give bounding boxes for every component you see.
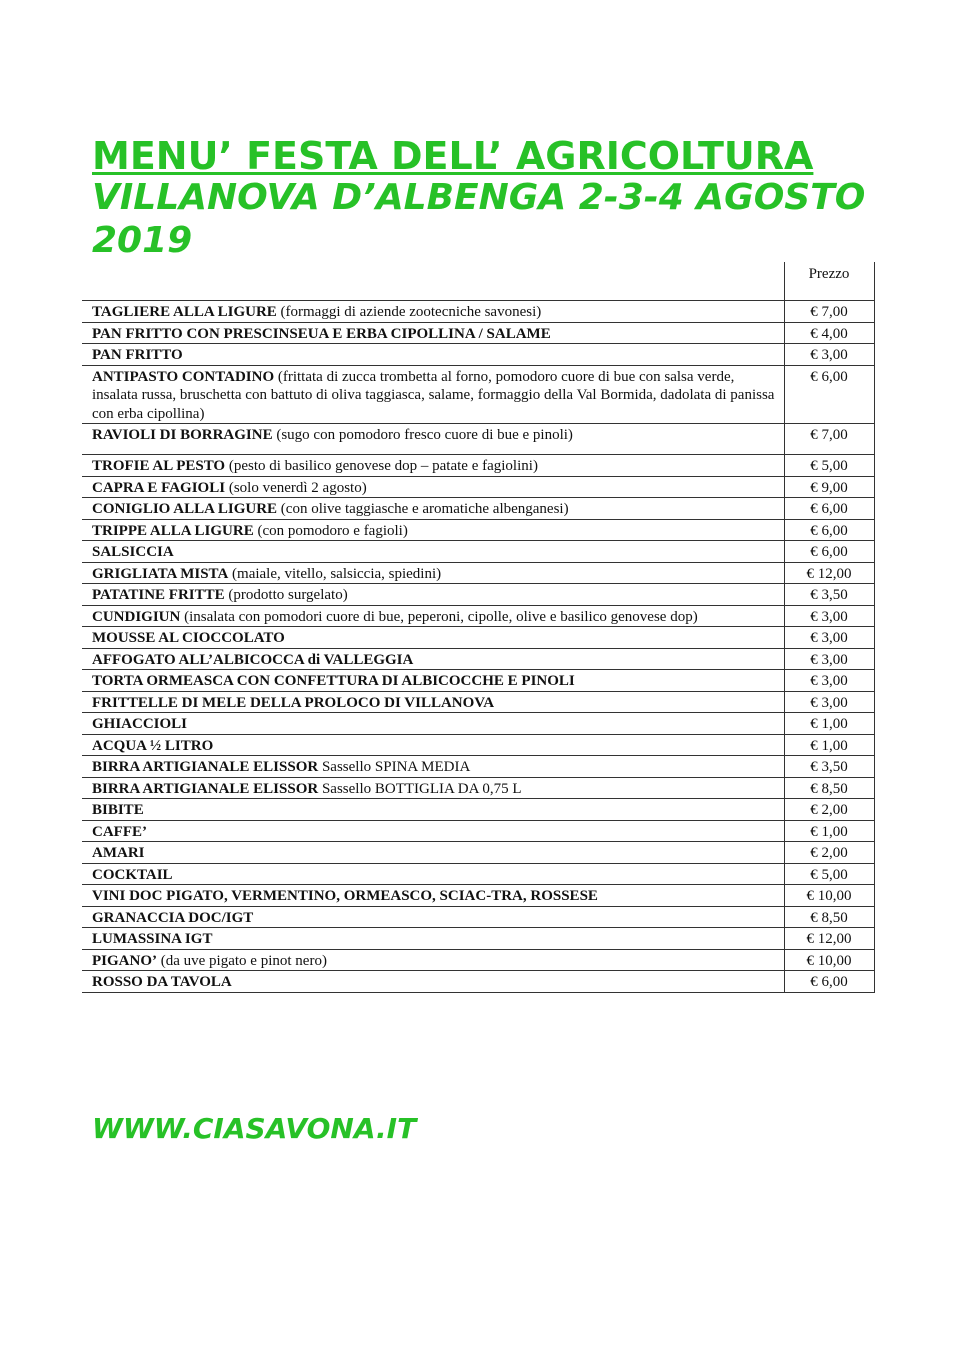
menu-item-name: MOUSSE AL CIOCCOLATO	[92, 630, 285, 646]
menu-item-price: € 3,00	[784, 344, 874, 366]
menu-item-cell	[82, 799, 784, 821]
menu-row	[82, 691, 874, 713]
menu-row	[82, 863, 874, 885]
menu-item-name: PAN FRITTO CON PRESCINSEUA E ERBA CIPOLLINA / SALAME	[92, 325, 551, 342]
menu-item-price: € 2,00	[784, 799, 874, 821]
menu-row	[82, 670, 874, 692]
menu-item-cell	[82, 498, 784, 520]
menu-item-description: (formaggi di aziende zootecniche savonesi)	[276, 304, 542, 320]
menu-item-price: € 3,00	[784, 648, 874, 670]
menu-item-price: € 9,00	[784, 476, 874, 498]
menu-item-name: LUMASSINA IGT	[92, 931, 213, 947]
menu-item-price: € 3,00	[784, 670, 874, 692]
menu-item-name: PAN FRITTO	[92, 347, 183, 363]
menu-item-cell	[82, 928, 784, 950]
menu-item-name: GRIGLIATA MISTA	[92, 565, 229, 582]
menu-row	[82, 605, 874, 627]
menu-item-cell	[82, 777, 784, 799]
header-empty-cell	[82, 262, 784, 301]
menu-row	[82, 322, 874, 344]
menu-row	[82, 301, 874, 323]
menu-item-cell	[82, 476, 784, 498]
menu-row	[82, 627, 874, 649]
menu-item-price: € 3,50	[784, 584, 874, 606]
menu-item-description: (maiale, vitello, salsiccia, spiedini)	[228, 565, 442, 582]
menu-row	[82, 842, 874, 864]
menu-row	[82, 820, 874, 842]
menu-item-price: € 10,00	[784, 885, 874, 907]
menu-item-price: € 5,00	[784, 863, 874, 885]
menu-row	[82, 713, 874, 735]
menu-item-name: CAFFE’	[92, 823, 147, 840]
menu-item-price: € 7,00	[784, 424, 874, 455]
menu-item-description: Sassello BOTTIGLIA DA 0,75 L	[318, 780, 522, 797]
menu-row	[82, 756, 874, 778]
menu-table	[82, 262, 875, 993]
menu-row	[82, 885, 874, 907]
menu-item-cell	[82, 842, 784, 864]
menu-item-price: € 10,00	[784, 949, 874, 971]
menu-item-price: € 4,00	[784, 322, 874, 344]
menu-row	[82, 928, 874, 950]
menu-item-price: € 6,00	[784, 365, 874, 424]
menu-item-name: GRANACCIA DOC/IGT	[92, 909, 254, 926]
menu-item-price: € 3,00	[784, 627, 874, 649]
menu-item-cell	[82, 820, 784, 842]
menu-item-cell	[82, 541, 784, 563]
menu-item-cell	[82, 971, 784, 993]
menu-item-name: COCKTAIL	[92, 866, 173, 883]
menu-row	[82, 498, 874, 520]
menu-item-description: (con olive taggiasche e aromatiche albenganesi)	[277, 501, 569, 517]
menu-item-name: CUNDIGIUN	[92, 608, 181, 625]
menu-item-cell	[82, 885, 784, 907]
menu-item-description: (con pomodoro e fagioli)	[253, 522, 408, 539]
menu-item-cell	[82, 301, 784, 323]
menu-item-price: € 1,00	[784, 734, 874, 756]
menu-item-cell	[82, 519, 784, 541]
menu-item-name: TRIPPE ALLA LIGURE	[92, 522, 254, 539]
menu-item-cell	[82, 949, 784, 971]
menu-row	[82, 519, 874, 541]
menu-item-price: € 12,00	[784, 928, 874, 950]
menu-item-name: RAVIOLI DI BORRAGINE	[92, 427, 273, 443]
menu-item-name: AMARI	[92, 845, 145, 861]
menu-row	[82, 455, 874, 477]
menu-item-cell	[82, 734, 784, 756]
menu-item-name: TROFIE AL PESTO	[92, 458, 226, 474]
menu-item-name: ACQUA ½ LITRO	[92, 737, 214, 754]
menu-item-cell	[82, 455, 784, 477]
menu-item-price: € 5,00	[784, 455, 874, 477]
event-subtitle: VILLANOVA D’ALBENGA 2-3-4 AGOSTO 2019	[92, 177, 866, 261]
menu-item-name: ROSSO DA TAVOLA	[92, 974, 232, 990]
price-header: Prezzo	[784, 262, 874, 301]
menu-item-price: € 3,00	[784, 691, 874, 713]
menu-row	[82, 906, 874, 928]
menu-header-row	[82, 262, 874, 301]
menu-item-name: FRITTELLE DI MELE DELLA PROLOCO DI VILLANOVA	[92, 694, 495, 711]
website-url[interactable]: WWW.CIASAVONA.IT	[92, 1112, 417, 1145]
menu-item-price: € 8,50	[784, 777, 874, 799]
menu-item-description: (insalata con pomodori cuore di bue, peperoni, cipolle, olive e basilico genovese dop)	[180, 608, 698, 625]
menu-item-cell	[82, 691, 784, 713]
menu-row	[82, 424, 874, 455]
menu-item-price: € 1,00	[784, 820, 874, 842]
menu-item-description: (da uve pigato e pinot nero)	[157, 952, 327, 969]
menu-item-description: Sassello SPINA MEDIA	[318, 759, 471, 775]
menu-item-name: CONIGLIO ALLA LIGURE	[92, 501, 278, 517]
menu-row	[82, 584, 874, 606]
menu-row	[82, 949, 874, 971]
menu-row	[82, 799, 874, 821]
menu-item-price: € 2,00	[784, 842, 874, 864]
menu-item-description: (solo venerdì 2 agosto)	[225, 479, 367, 496]
menu-item-cell	[82, 756, 784, 778]
menu-item-cell	[82, 648, 784, 670]
menu-item-name: GHIACCIOLI	[92, 716, 188, 732]
menu-row	[82, 344, 874, 366]
menu-item-price: € 6,00	[784, 541, 874, 563]
menu-item-cell	[82, 713, 784, 735]
menu-item-name: PATATINE FRITTE	[92, 587, 225, 603]
menu-item-cell	[82, 863, 784, 885]
menu-item-price: € 3,00	[784, 605, 874, 627]
menu-item-price: € 1,00	[784, 713, 874, 735]
menu-item-name: SALSICCIA	[92, 544, 174, 560]
menu-item-name: PIGANO’	[92, 952, 157, 969]
menu-item-name: BIBITE	[92, 802, 144, 818]
menu-row	[82, 648, 874, 670]
menu-item-name: ANTIPASTO CONTADINO	[92, 368, 275, 385]
menu-item-cell	[82, 906, 784, 928]
menu-title: MENU’ FESTA DELL’ AGRICOLTURA	[92, 134, 814, 178]
menu-item-price: € 3,50	[784, 756, 874, 778]
menu-item-name: TORTA ORMEASCA CON CONFETTURA DI ALBICOCCHE E PINOLI	[92, 673, 575, 689]
menu-row	[82, 476, 874, 498]
menu-row	[82, 777, 874, 799]
menu-item-price: € 8,50	[784, 906, 874, 928]
menu-row	[82, 971, 874, 993]
menu-item-description: (pesto di basilico genovese dop – patate e fagiolini)	[225, 458, 538, 474]
menu-item-cell	[82, 365, 784, 424]
menu-item-name: CAPRA E FAGIOLI	[92, 479, 226, 496]
menu-item-description: (sugo con pomodoro fresco cuore di bue e pinoli)	[272, 427, 573, 443]
menu-item-cell	[82, 562, 784, 584]
menu-item-cell	[82, 584, 784, 606]
menu-item-name: TAGLIERE ALLA LIGURE	[92, 304, 277, 320]
menu-row	[82, 562, 874, 584]
menu-item-cell	[82, 670, 784, 692]
menu-row	[82, 734, 874, 756]
menu-row	[82, 541, 874, 563]
menu-item-price: € 12,00	[784, 562, 874, 584]
menu-item-description: (prodotto surgelato)	[224, 587, 348, 603]
menu-item-price: € 7,00	[784, 301, 874, 323]
menu-item-price: € 6,00	[784, 498, 874, 520]
menu-item-cell	[82, 424, 784, 455]
menu-item-cell	[82, 627, 784, 649]
menu-item-cell	[82, 322, 784, 344]
menu-item-cell	[82, 605, 784, 627]
menu-item-name: VINI DOC PIGATO, VERMENTINO, ORMEASCO, SCIAC-TRA, ROSSESE	[92, 888, 598, 904]
menu-item-name: BIRRA ARTIGIANALE ELISSOR	[92, 759, 319, 775]
menu-item-cell	[82, 344, 784, 366]
menu-item-name: AFFOGATO ALL’ALBICOCCA di VALLEGGIA	[92, 651, 414, 668]
menu-item-price: € 6,00	[784, 971, 874, 993]
menu-item-price: € 6,00	[784, 519, 874, 541]
menu-row	[82, 365, 874, 424]
menu-item-name: BIRRA ARTIGIANALE ELISSOR	[92, 780, 319, 797]
menu-item-description: (frittata di zucca trombetta al forno, pomodoro cuore di bue con salsa verde, insalata russa, bruschetta con battuto di oliva taggiasca, salame, formaggio della Val Bormida, dadolata di panissa con erba cipollina)	[92, 368, 775, 422]
